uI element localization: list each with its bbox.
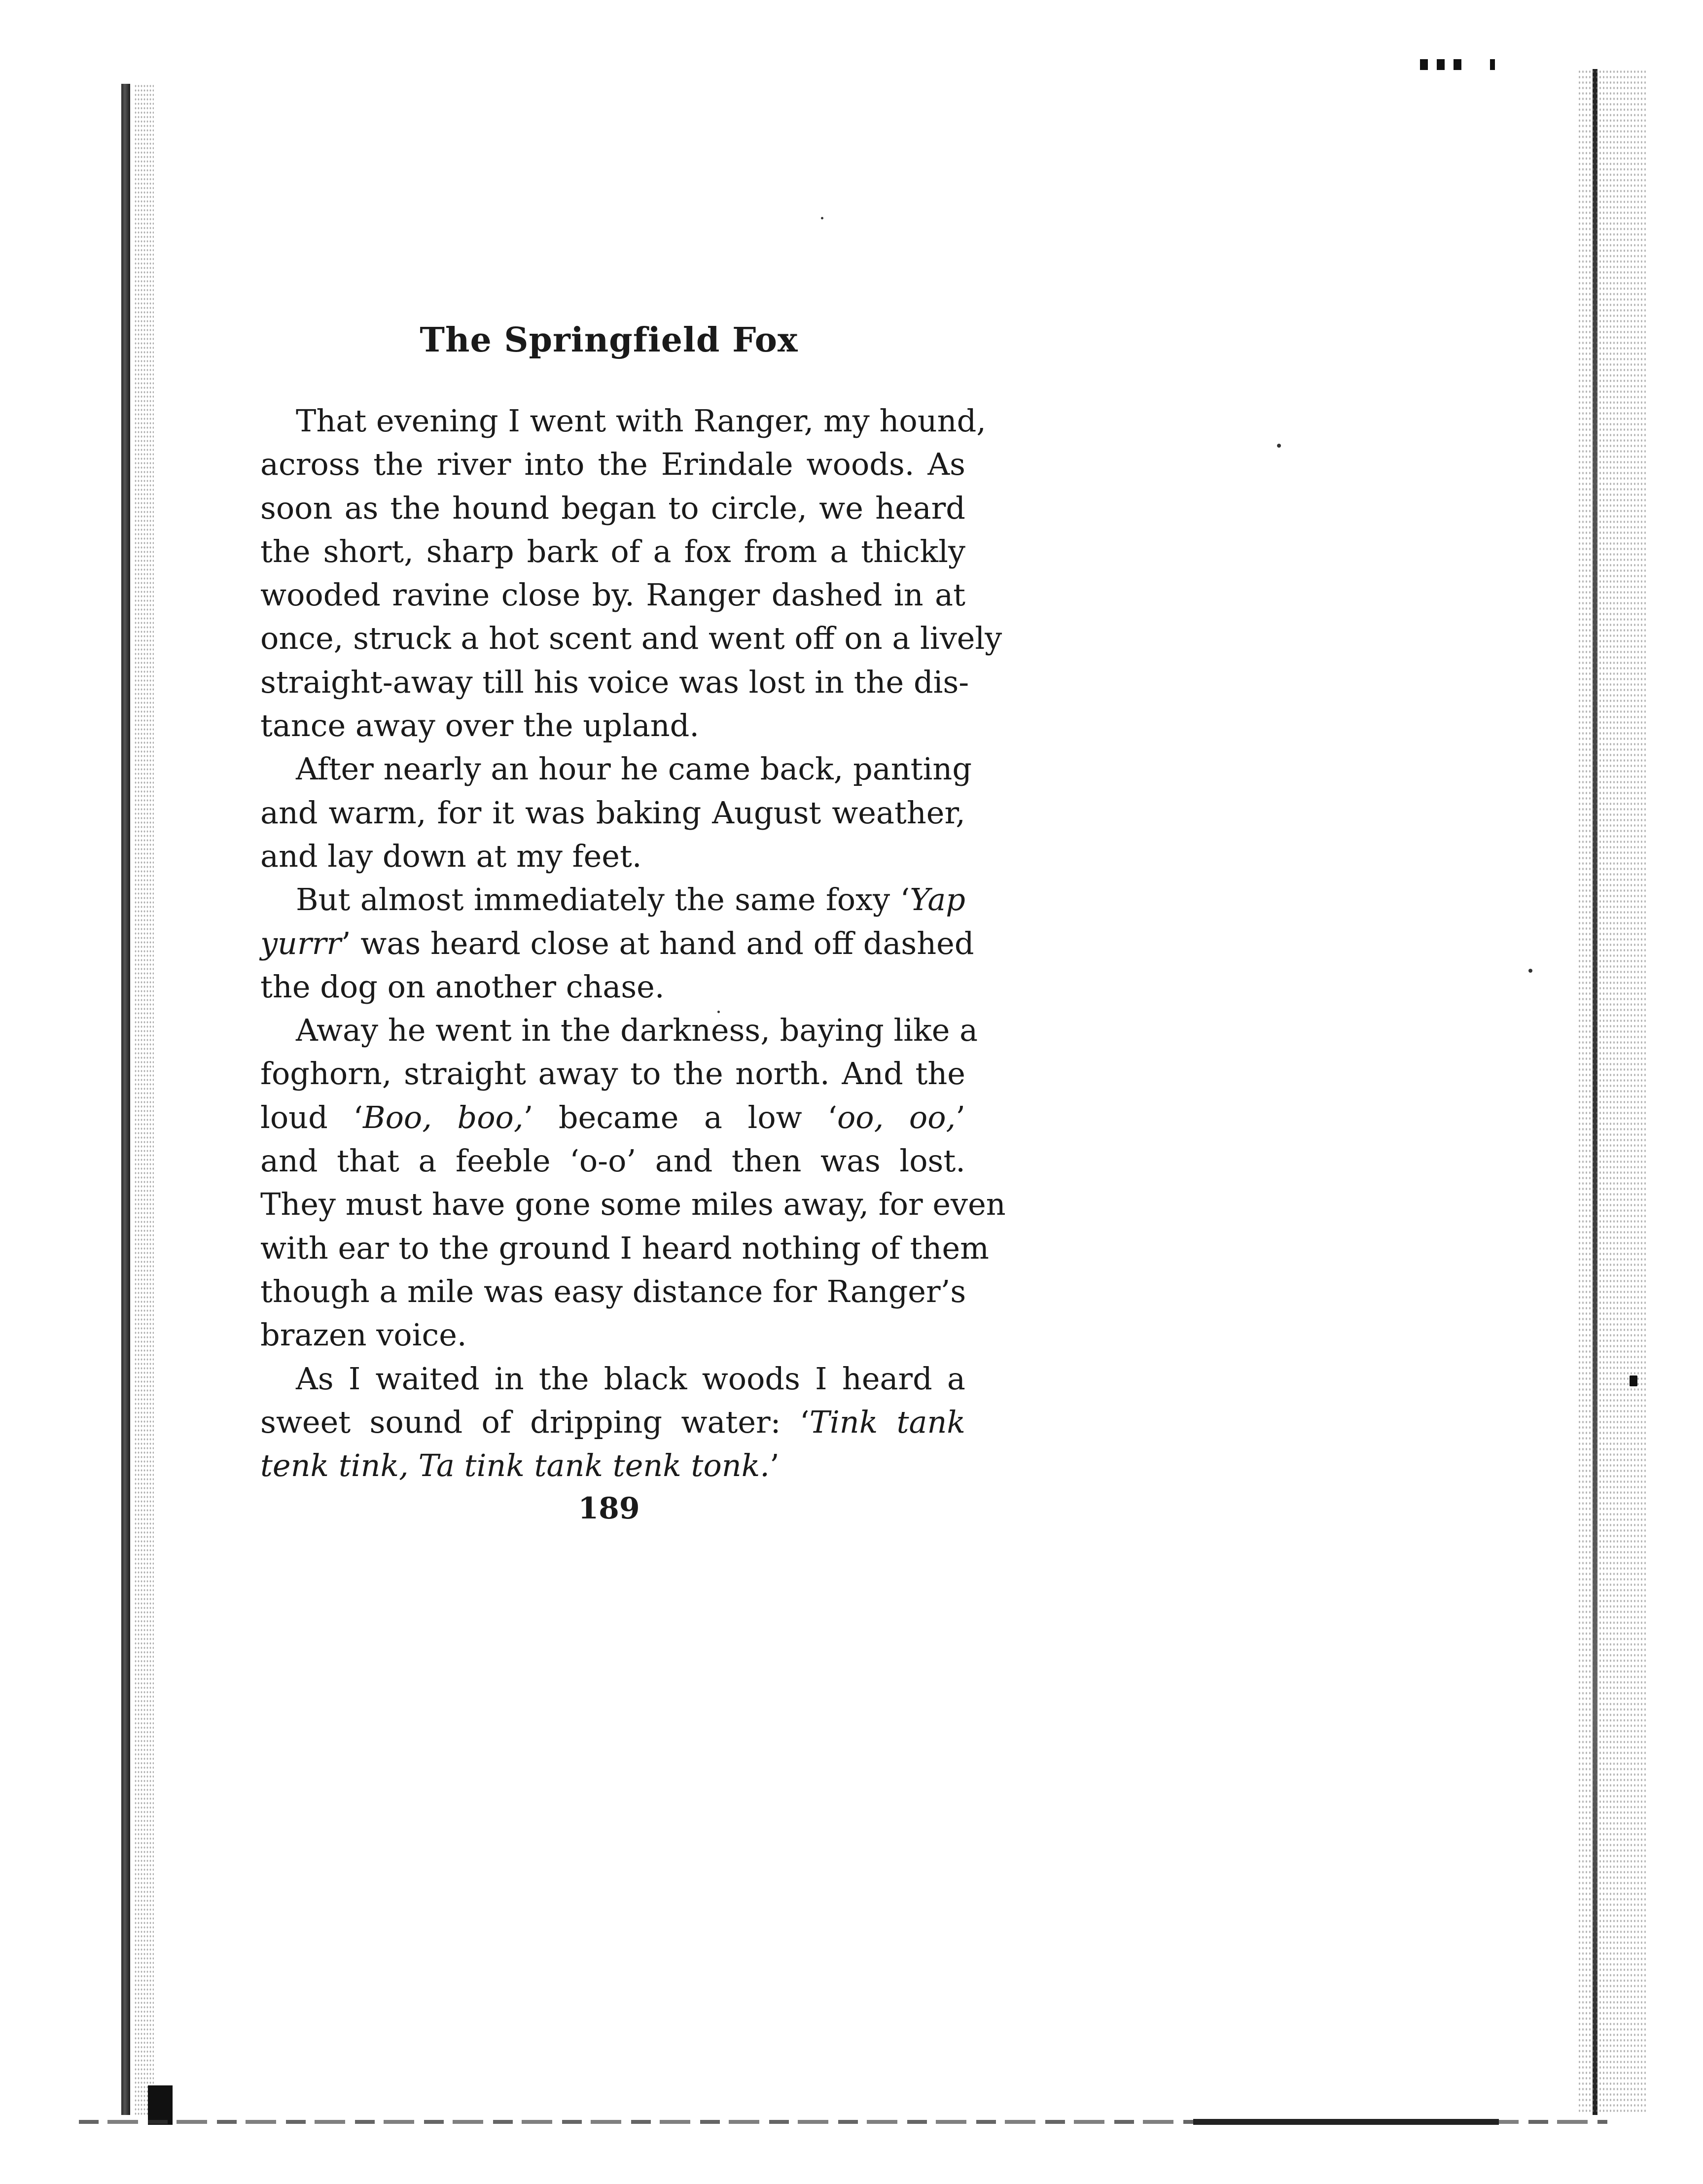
text-line: foghorn, straight away to the north. And the — [260, 1056, 965, 1092]
text-span: sweet sound of dripping water: ‘ — [260, 1404, 810, 1440]
text-line: the short, sharp bark of a fox from a thickly — [260, 533, 965, 569]
running-head: The Springfield Fox — [420, 320, 798, 360]
left-binding-texture — [134, 84, 154, 2115]
scan-mark — [1630, 1375, 1637, 1386]
right-page-edge-texture — [1578, 69, 1647, 2115]
text-span: ’ became a low ‘ — [523, 1099, 837, 1135]
text-line: though a mile was easy distance for Ranger’s — [260, 1273, 966, 1309]
text-line: That evening I went with Ranger, my hound, — [296, 403, 986, 439]
italic-span: tenk tink, Ta tink tank tenk tonk. — [260, 1447, 770, 1484]
scan-speck — [1277, 444, 1281, 448]
text-line — [260, 1444, 965, 1487]
italic-span: Yap — [910, 881, 965, 918]
text-line — [260, 922, 974, 965]
italic-span: yurrr — [260, 925, 341, 961]
text-span: ’ was heard close at hand and off dashed — [341, 925, 974, 961]
text-line: wooded ravine close by. Ranger dashed in at — [260, 577, 965, 613]
text-span: But almost immediately the same foxy ‘ — [296, 881, 910, 918]
text-line: across the river into the Erindale woods. As — [260, 446, 965, 483]
text-line — [260, 1096, 965, 1139]
text-line: tance away over the upland. — [260, 707, 700, 744]
top-right-marks — [1420, 59, 1519, 70]
text-span: ’ — [770, 1447, 780, 1484]
text-line: once, struck a hot scent and went off on a lively — [260, 620, 1002, 657]
text-line: and warm, for it was baking August weather, — [260, 794, 965, 831]
text-line: After nearly an hour he came back, panting — [296, 751, 972, 787]
scan-speck — [821, 217, 823, 219]
left-binding-shadow — [121, 84, 130, 2115]
body-text — [260, 399, 1006, 1487]
bottom-page-edge-dark — [1193, 2119, 1499, 2125]
text-line: straight-away till his voice was lost in the dis- — [260, 664, 969, 700]
text-line: Away he went in the darkness, baying like a — [296, 1012, 978, 1049]
page-number: 189 — [578, 1491, 640, 1526]
left-binding-foot — [148, 2085, 173, 2125]
text-line: with ear to the ground I heard nothing of them — [260, 1230, 989, 1266]
text-line: and that a feeble ‘o-o’ and then was lost. — [260, 1143, 965, 1179]
text-line: soon as the hound began to circle, we heard — [260, 490, 965, 526]
text-span: ’ — [956, 1099, 965, 1135]
text-line — [260, 1401, 965, 1444]
italic-span: Boo, boo, — [363, 1099, 524, 1135]
text-line: brazen voice. — [260, 1317, 467, 1353]
text-line: the dog on another chase. — [260, 968, 665, 1005]
text-line: and lay down at my feet. — [260, 838, 642, 874]
italic-span: oo, oo, — [837, 1099, 956, 1135]
text-line — [260, 878, 965, 921]
italic-span: Tink tank — [809, 1404, 965, 1440]
text-span: loud ‘ — [260, 1099, 363, 1135]
scan-speck — [1528, 969, 1532, 973]
text-line: As I waited in the black woods I heard a — [296, 1360, 965, 1397]
text-line: They must have gone some miles away, for even — [260, 1186, 1006, 1223]
